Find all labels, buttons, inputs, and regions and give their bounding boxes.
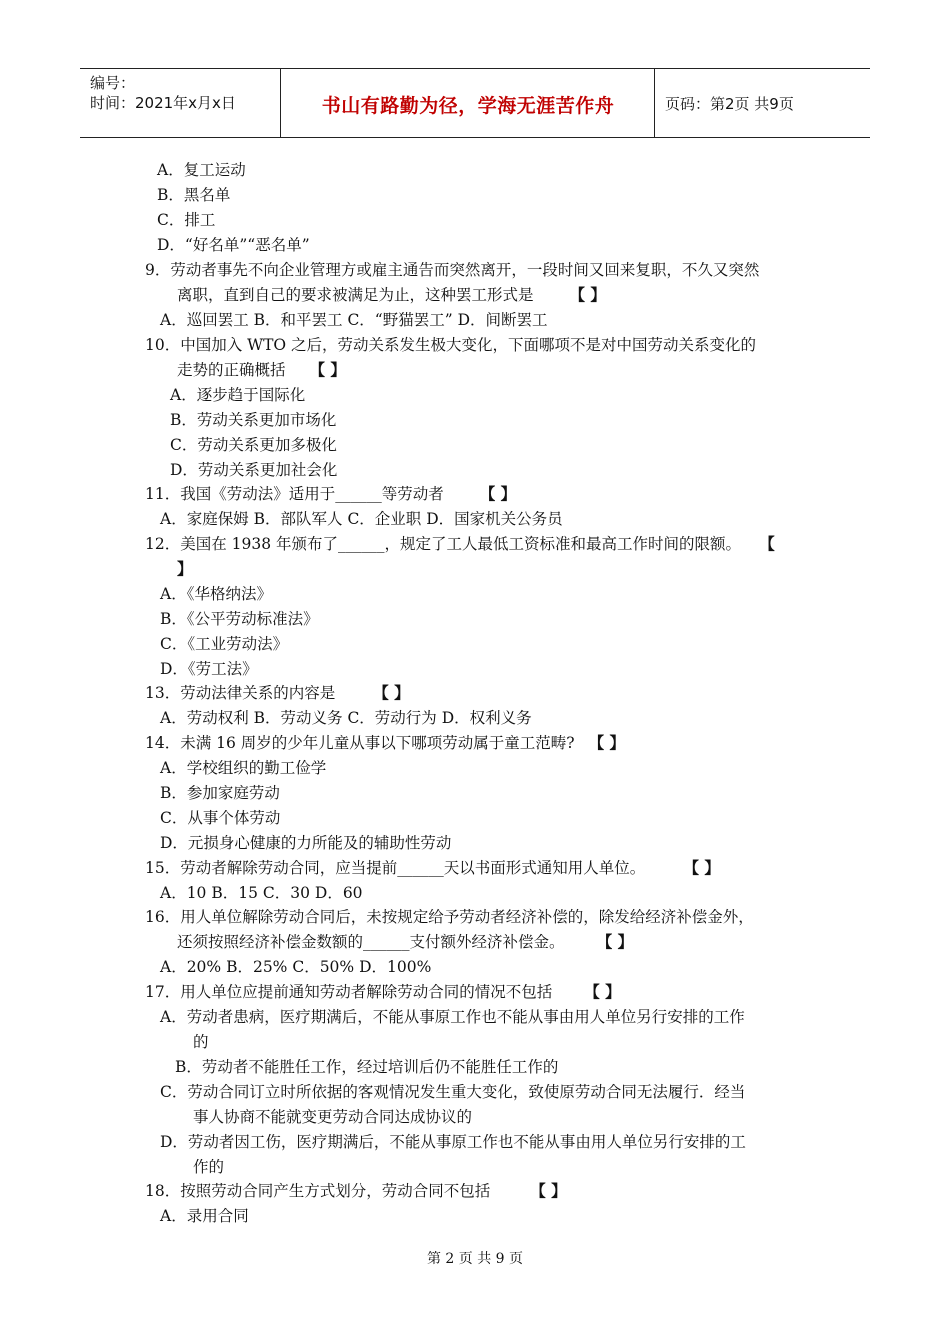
header-motto: 书山有路勤为径，学海无涯苦作舟 <box>321 95 615 117</box>
option-line: A．录用合同 <box>160 1207 249 1225</box>
option-line: A．劳动权利 B．劳动义务 C．劳动行为 D．权利义务 <box>160 709 532 727</box>
option-line: B．《公平劳动标准法》 <box>160 610 319 628</box>
option-line: C．《工业劳动法》 <box>160 635 289 653</box>
question-line: 还须按照经济补偿金数额的______支付额外经济补偿金。 【 】 <box>177 933 634 951</box>
option-line: A．学校组织的勤工俭学 <box>160 759 327 777</box>
option-line: C．从事个体劳动 <box>160 809 281 827</box>
option-line: D．劳动关系更加社会化 <box>170 461 338 479</box>
answer-bracket-close: 】 <box>177 560 193 578</box>
option-line: 作的 <box>193 1158 225 1176</box>
question-line: 17．用人单位应提前通知劳动者解除劳动合同的情况不包括 【 】 <box>145 983 621 1001</box>
option-line: 事人协商不能就变更劳动合同达成协议的 <box>193 1108 473 1126</box>
option-line: A．《华格纳法》 <box>160 585 272 603</box>
question-line: 16．用人单位解除劳动合同后，未按规定给予劳动者经济补偿的，除发给经济补偿金外， <box>145 908 754 926</box>
question-line: 走势的正确概括 【 】 <box>177 361 346 379</box>
answer-bracket: 【 】 <box>588 734 626 752</box>
question-line: 18．按照劳动合同产生方式划分，劳动合同不包括 【 】 <box>145 1182 567 1200</box>
answer-bracket: 【 】 <box>691 859 720 877</box>
answer-bracket: 【 】 <box>604 933 634 951</box>
option-line: B．劳动者不能胜任工作，经过培训后仍不能胜任工作的 <box>175 1058 559 1076</box>
header-page-label: 页码：第2页 共9页 <box>665 95 794 113</box>
option-line: A．复工运动 <box>157 161 246 179</box>
number-label: 编号： <box>90 74 136 92</box>
option-line: A．逐步趋于国际化 <box>170 386 306 404</box>
option-line: D．“好名单”“恶名单” <box>157 236 310 254</box>
answer-bracket: 【 】 <box>530 1182 567 1200</box>
header-divider <box>280 69 281 137</box>
time-label: 时间：2021年x月x日 <box>90 94 236 112</box>
question-line: 10．中国加入 WTO 之后，劳动关系发生极大变化，下面哪项不是对中国劳动关系变化的 <box>145 336 757 354</box>
question-line: 14．未满 16 周岁的少年儿童从事以下哪项劳动属于童工范畴? 【 】 <box>145 734 626 752</box>
option-line: B．劳动关系更加市场化 <box>170 411 337 429</box>
option-line: B．黑名单 <box>157 186 231 204</box>
question-line: 9．劳动者事先不向企业管理方或雇主通告而突然离开，一段时间又回来复职，不久又突然 <box>145 261 760 279</box>
option-line: B．参加家庭劳动 <box>160 784 280 802</box>
option-line: A．20% B．25% C．50% D．100% <box>160 958 432 976</box>
answer-bracket: 【 】 <box>569 286 606 304</box>
header-meta <box>90 73 236 113</box>
option-line: C．劳动关系更加多极化 <box>170 436 337 454</box>
page-footer: 第 2 页 共 9 页 <box>426 1251 524 1267</box>
option-line: D．元损身心健康的力所能及的辅助性劳动 <box>160 834 452 852</box>
answer-bracket: 【 】 <box>373 684 410 702</box>
answer-bracket: 【 】 <box>584 983 621 1001</box>
question-line: 15．劳动者解除劳动合同，应当提前______天以书面形式通知用人单位。 【 】 <box>145 859 720 877</box>
answer-bracket: 【 <box>767 535 775 553</box>
answer-bracket: 【 】 <box>309 361 346 379</box>
option-line: D．《劳工法》 <box>160 660 258 678</box>
question-line: 12．美国在 1938 年颁布了______，规定了工人最低工资标准和最高工作时间的限额。 【 <box>145 535 775 553</box>
option-line: C．排工 <box>157 211 216 229</box>
question-line: 11．我国《劳动法》适用于______等劳动者 【 】 <box>145 485 517 503</box>
option-line: 的 <box>193 1033 209 1051</box>
question-line: 离职，直到自己的要求被满足为止，这种罢工形式是 【 】 <box>177 286 606 304</box>
question-line: 13．劳动法律关系的内容是 【 】 <box>145 684 410 702</box>
option-line: A．家庭保姆 B．部队军人 C．企业职 D．国家机关公务员 <box>160 510 563 528</box>
option-line: C．劳动合同订立时所依据的客观情况发生重大变化，致使原劳动合同无法履行．经当 <box>160 1083 746 1101</box>
page-header <box>80 68 870 138</box>
option-line: A．巡回罢工 B．和平罢工 C．“野猫罢工” D．间断罢工 <box>160 311 548 329</box>
option-line: A．劳动者患病，医疗期满后，不能从事原工作也不能从事由用人单位另行安排的工作 <box>160 1008 745 1026</box>
option-line: A．10 B．15 C．30 D．60 <box>160 884 363 902</box>
option-line: D．劳动者因工伤，医疗期满后，不能从事原工作也不能从事由用人单位另行安排的工 <box>160 1133 746 1151</box>
header-divider <box>654 69 655 137</box>
answer-bracket: 【 】 <box>479 485 517 503</box>
